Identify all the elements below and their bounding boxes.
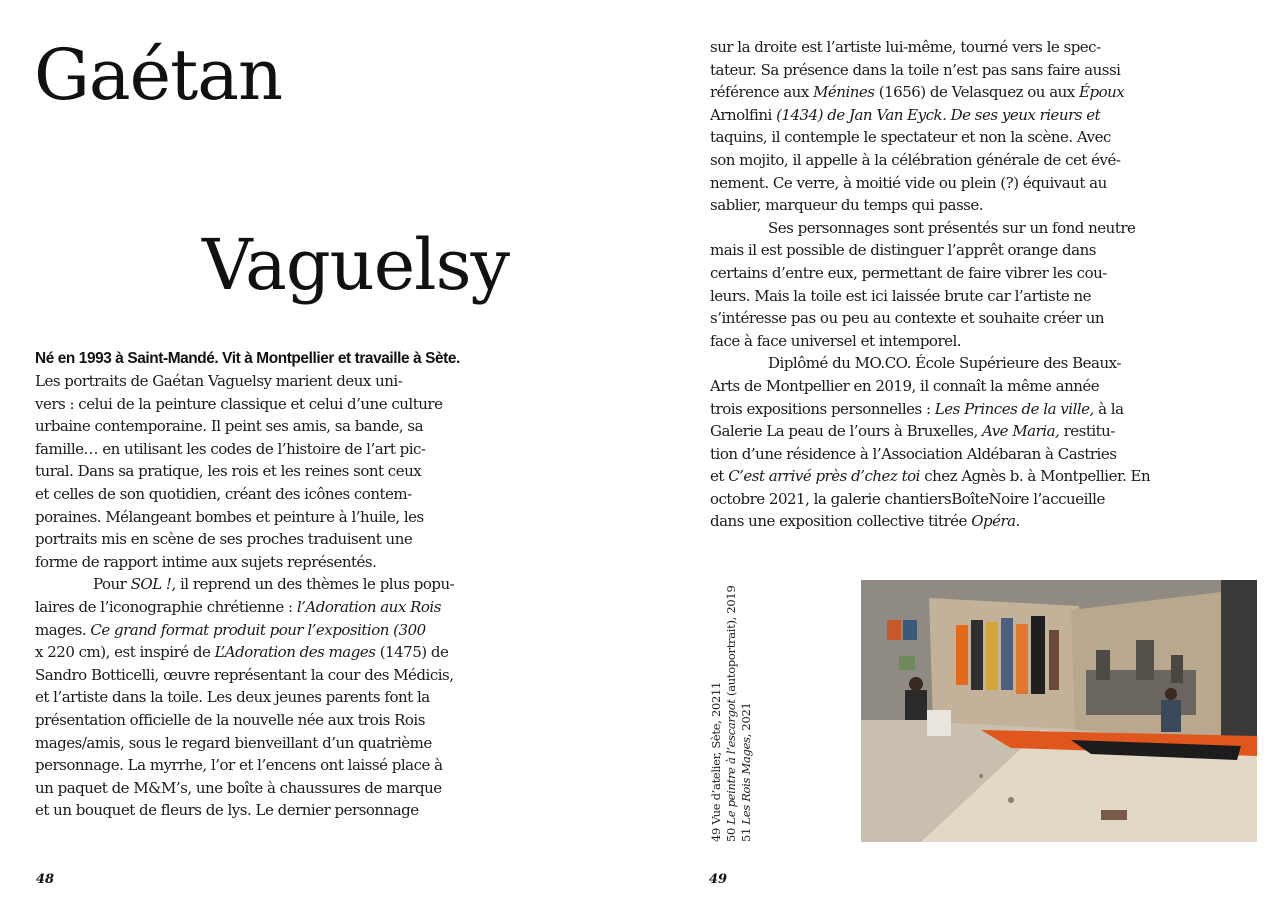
studio-photo [861, 580, 1257, 842]
artist-last-name: Vaguelsy [202, 224, 510, 306]
text-line [710, 104, 1180, 127]
text-line: tateur. Sa présence dans la toile n’est pas sans faire aussi [710, 60, 1121, 79]
text-line: tion d’une résidence à l’Association Aldébaran à Castries [710, 444, 1117, 463]
text-line: nement. Ce verre, à moitié vide ou plein (?) équivaut au [710, 173, 1107, 192]
text-line [710, 465, 1180, 488]
text-line: certains d’entre eux, permettant de faire vibrer les cou- [710, 263, 1107, 282]
right-body-text [710, 36, 1180, 533]
text-line: forme de rapport intime aux sujets représentés. [35, 552, 377, 571]
text-line: et celles de son quotidien, créant des icônes contem- [35, 484, 412, 503]
text-line: poraines. Mélangeant bombes et peinture à l’huile, les [35, 507, 424, 526]
italic-segment: Le peintre à l’escargot [724, 699, 738, 825]
text-line: présentation officielle de la nouvelle née aux trois Rois [35, 710, 425, 729]
text-line: un paquet de M&M’s, une boîte à chaussures de marque [35, 778, 442, 797]
text-line: Sandro Botticelli, œuvre représentant la cour des Médicis, [35, 665, 454, 684]
text-segment: (autoportrait), 2019 [724, 585, 738, 700]
caption-50 [724, 582, 739, 842]
italic-segment: Ce grand format produit pour l’exposition (300 [86, 620, 426, 639]
text-line: Les portraits de Gaétan Vaguelsy marient deux uni- [35, 372, 403, 390]
text-line: taquins, il contemple le spectateur et non la scène. Avec [710, 128, 1111, 147]
italic-segment: Opéra [971, 512, 1016, 531]
text-line [35, 641, 505, 664]
text-segment: . [1015, 512, 1020, 531]
artist-first-name: Gaétan [34, 34, 283, 116]
text-line: s’intéresse pas ou peu au contexte et souhaite créer un [710, 309, 1105, 328]
text-segment: trois expositions personnelles : [710, 399, 935, 418]
studio-photo-illustration [861, 580, 1257, 842]
text-segment: x 220 cm), est inspiré de [35, 643, 215, 662]
text-line: et un bouquet de fleurs de lys. Le dernier personnage [35, 801, 419, 820]
italic-segment: l’Adoration aux Rois [296, 597, 441, 616]
text-segment: restitu- [1059, 422, 1115, 441]
caption-49 [709, 582, 724, 842]
text-line: leurs. Mais la toile est ici laissée brute car l’artiste ne [710, 286, 1092, 305]
text-segment: dans une exposition collective titrée [710, 512, 972, 531]
text-line: mages/amis, sous le regard bienveillant d’un quatrième [35, 733, 432, 752]
text-segment: (1475) de [375, 643, 449, 662]
italic-segment: C’est arrivé près d’chez toi [728, 467, 920, 486]
text-line [710, 510, 1180, 533]
text-line: Arts de Montpellier en 2019, il connaît la même année [710, 376, 1100, 395]
text-segment: référence aux [710, 83, 814, 102]
text-line: tural. Dans sa pratique, les rois et les reines sont ceux [35, 462, 422, 481]
text-segment: , il reprend un des thèmes le plus popu- [171, 575, 455, 594]
page-number-left: 48 [36, 872, 55, 887]
text-line: personnage. La myrrhe, l’or et l’encens ont laissé place à [35, 756, 443, 775]
italic-segment: Les Rois Mages [739, 737, 753, 825]
italic-segment: Époux [1079, 83, 1125, 102]
text-segment: mages. [35, 620, 87, 639]
text-segment: 51 [739, 824, 753, 842]
text-segment: Galerie La peau de l’ours à Bruxelles, [710, 422, 982, 441]
text-segment: , 2021 [739, 702, 753, 738]
left-body-text [35, 370, 505, 822]
text-line: vers : celui de la peinture classique et celui d’une culture [35, 394, 443, 413]
artist-bio-lead: Né en 1993 à Saint-Mandé. Vit à Montpellier et travaille à Sète. [35, 350, 460, 367]
text-line: face à face universel et intemporel. [710, 331, 962, 350]
caption-51 [739, 582, 754, 842]
italic-segment: Les Princes de la ville, [934, 399, 1094, 418]
text-line: Ses personnages sont présentés sur un fond neutre [768, 218, 1136, 237]
text-line [710, 81, 1180, 104]
text-segment: 50 [724, 824, 738, 842]
text-segment: (1656) de Velasquez ou aux [874, 83, 1080, 102]
text-line: mais il est possible de distinguer l’apprêt orange dans [710, 241, 1096, 260]
text-line: urbaine contemporaine. Il peint ses amis, sa bande, sa [35, 417, 424, 436]
text-line [710, 398, 1180, 421]
italic-segment: Ave Maria, [981, 422, 1060, 441]
text-segment: 49 Vue d’atelier, Sète, 20211 [709, 681, 723, 842]
text-line: famille… en utilisant les codes de l’histoire de l’art pic- [35, 439, 426, 458]
italic-segment: L’Adoration des mages [214, 643, 376, 662]
italic-segment: (1434) de Jan Van Eyck. De ses yeux rieurs et [771, 105, 1101, 124]
text-line: et l’artiste dans la toile. Les deux jeunes parents font la [35, 688, 430, 707]
text-segment: et [710, 467, 729, 486]
text-segment: Pour [93, 575, 131, 594]
text-line [35, 619, 505, 642]
text-line: portraits mis en scène de ses proches traduisent une [35, 530, 413, 549]
right-page [643, 0, 1286, 912]
text-line: octobre 2021, la galerie chantiersBoîteNoire l’accueille [710, 489, 1105, 508]
text-line [35, 573, 505, 596]
image-captions [709, 582, 754, 842]
text-segment: à la [1093, 399, 1124, 418]
page-number-right: 49 [709, 872, 728, 887]
italic-segment: Ménines [813, 83, 875, 102]
text-line: sur la droite est l’artiste lui-même, tourné vers le spec- [710, 38, 1101, 56]
text-line: sablier, marqueur du temps qui passe. [710, 196, 983, 215]
text-line [710, 420, 1180, 443]
text-line: son mojito, il appelle à la célébration générale de cet évé- [710, 150, 1121, 169]
text-line [35, 596, 505, 619]
italic-segment: SOL ! [130, 575, 172, 594]
text-segment: Arnolfini [710, 105, 772, 124]
text-line: Diplômé du MO.CO. École Supérieure des Beaux- [768, 354, 1121, 373]
text-segment: laires de l’iconographie chrétienne : [35, 597, 297, 616]
text-segment: chez Agnès b. à Montpellier. En [919, 467, 1151, 486]
